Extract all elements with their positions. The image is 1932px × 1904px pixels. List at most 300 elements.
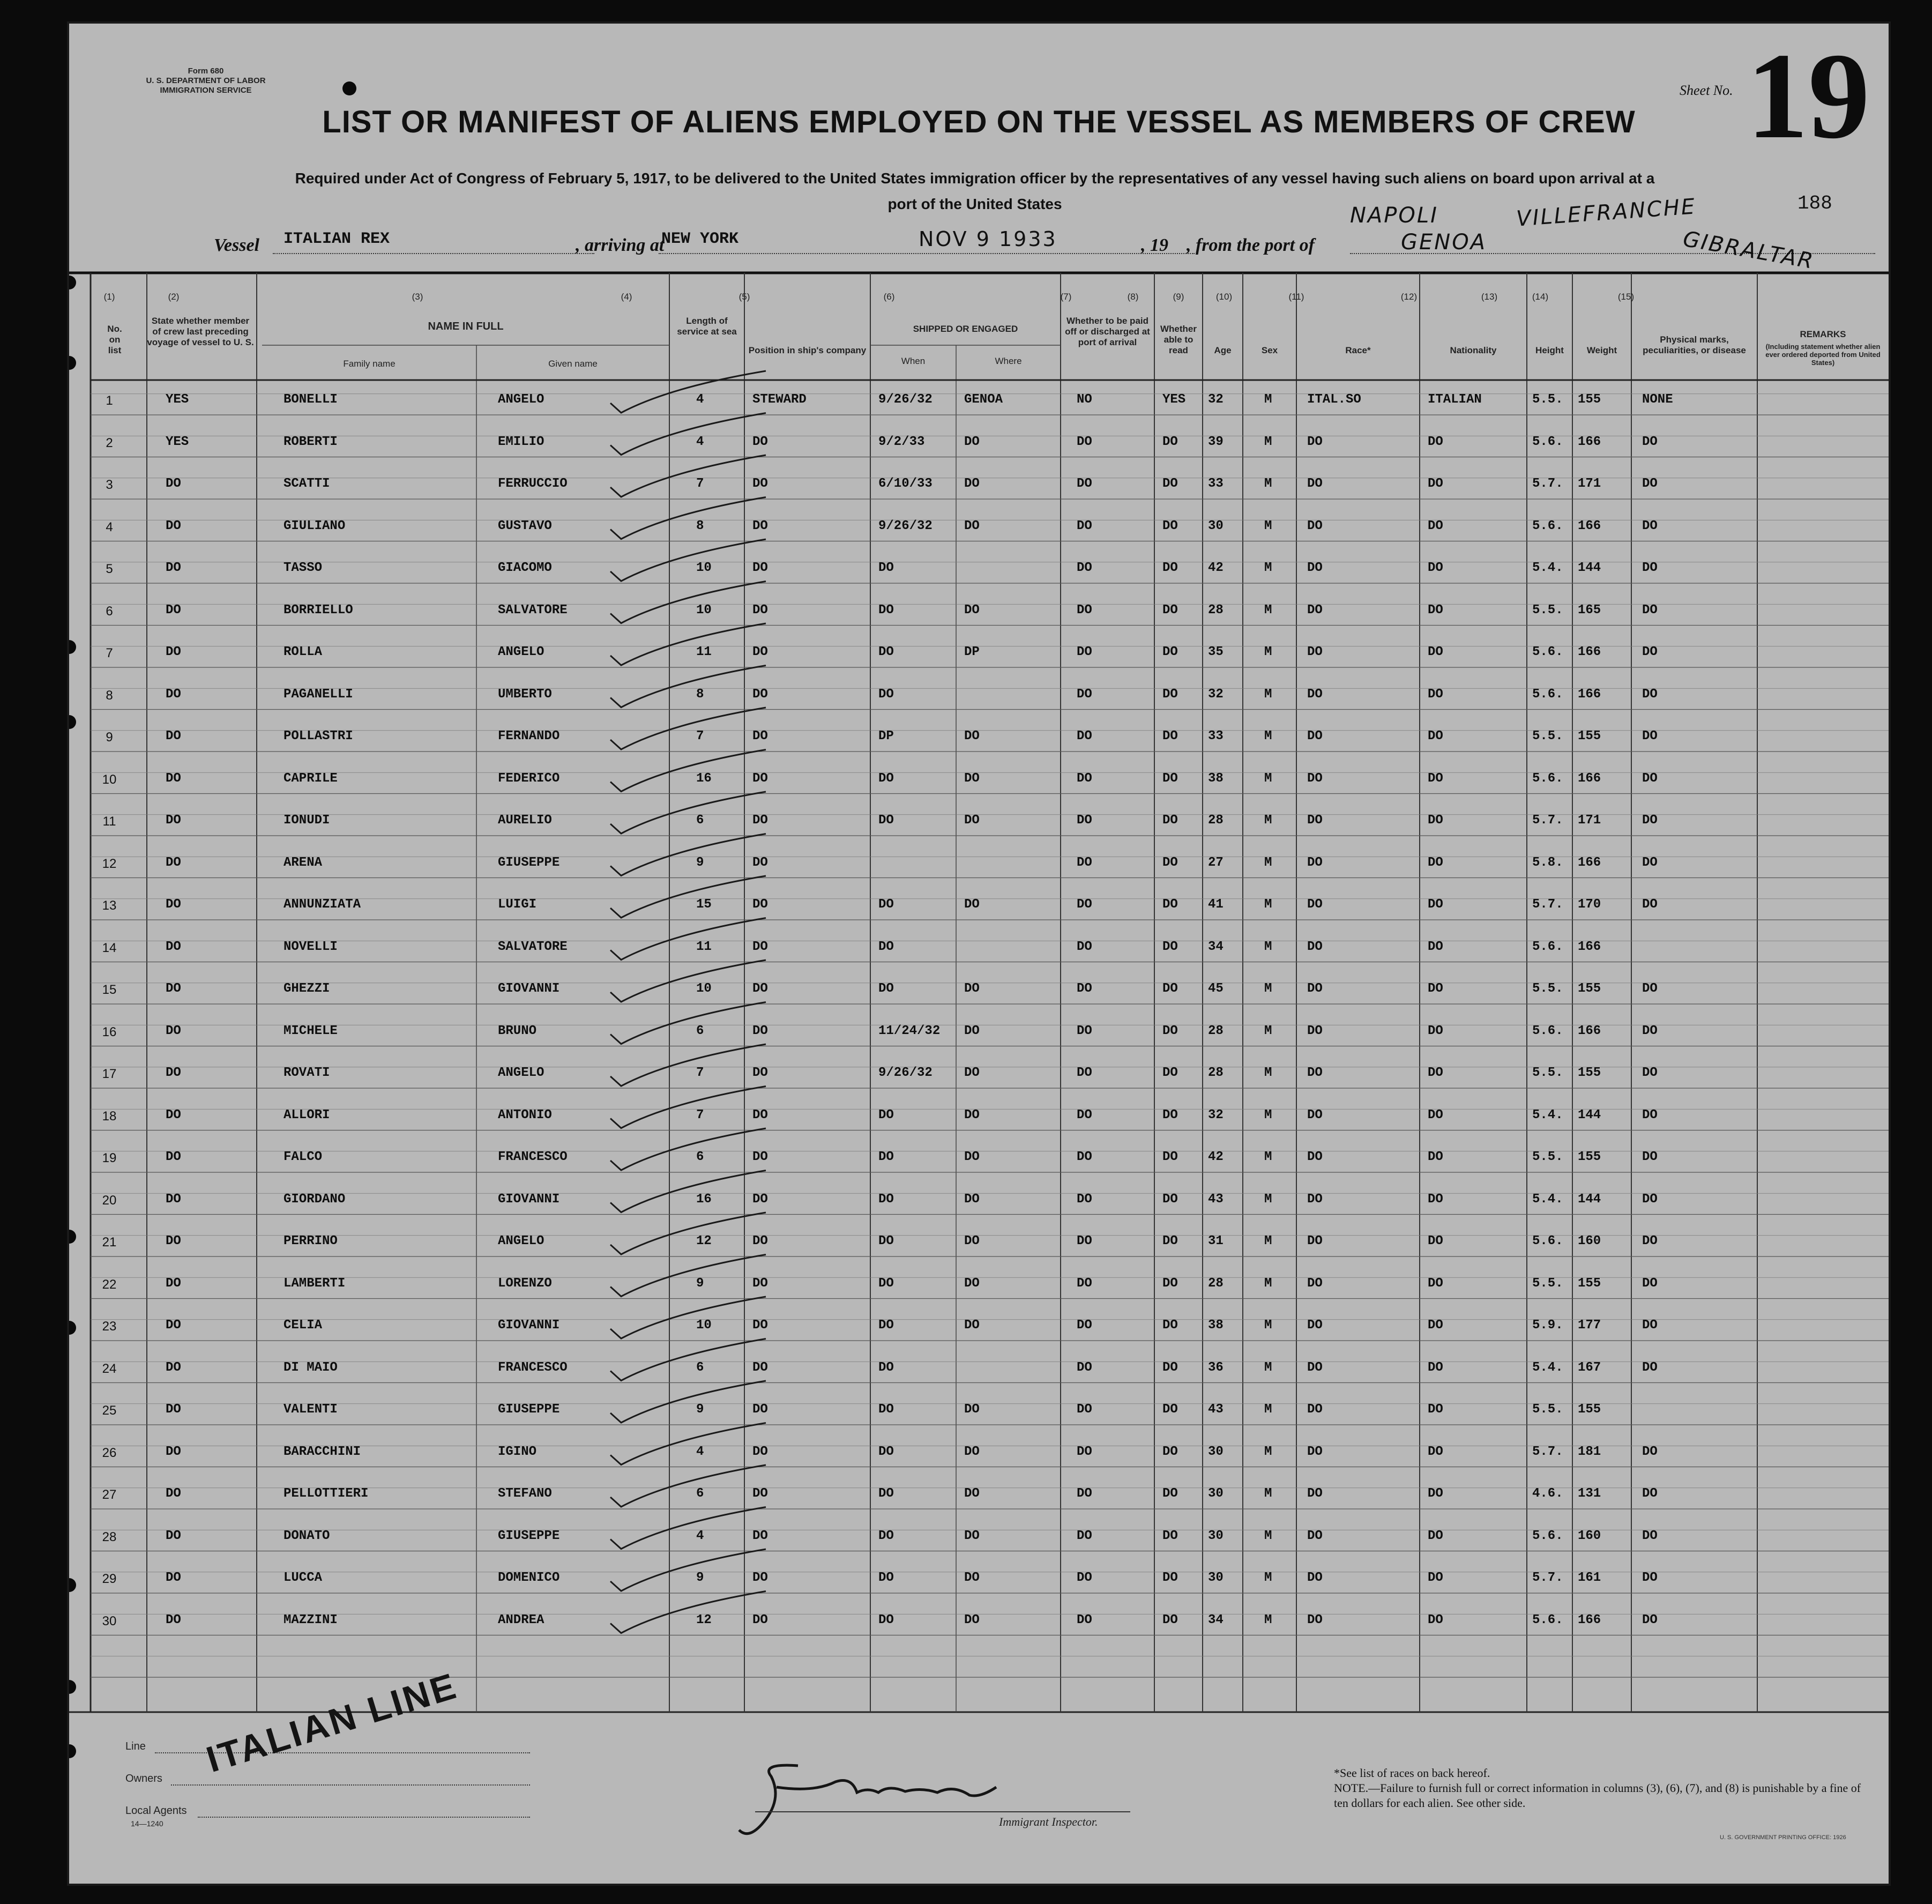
cell-prev-voyage: DO: [166, 477, 181, 491]
cell-able-to-read: DO: [1162, 897, 1178, 912]
cell-prev-voyage: DO: [166, 645, 181, 659]
italian-line-stamp: ITALIAN LINE: [202, 1665, 463, 1781]
cell-race: DO: [1307, 1234, 1323, 1248]
cell-shipped-when: DO: [878, 1402, 894, 1417]
cell-age: 32: [1208, 687, 1224, 702]
cell-age: 31: [1208, 1234, 1224, 1248]
subtitle-line-2: port of the United States: [887, 196, 1062, 212]
cell-physical-marks: DO: [1642, 1234, 1658, 1248]
cell-able-to-read: DO: [1162, 687, 1178, 702]
cell-physical-marks: DO: [1642, 855, 1658, 870]
check-mark: [610, 1171, 766, 1213]
cell-paid-off: DO: [1077, 1612, 1092, 1627]
cell-given-name: FRANCESCO: [498, 1360, 568, 1375]
cell-weight: 171: [1578, 477, 1601, 491]
cell-paid-off: DO: [1077, 1444, 1092, 1459]
cell-age: 28: [1208, 603, 1224, 618]
cell-nationality: DO: [1428, 897, 1443, 912]
cell-service-years: 6: [696, 1360, 704, 1375]
cell-paid-off: DO: [1077, 1360, 1092, 1375]
cell-nationality: DO: [1428, 518, 1443, 533]
cell-physical-marks: DO: [1642, 1444, 1658, 1459]
cell-age: 43: [1208, 1192, 1224, 1207]
cell-position: DO: [752, 1276, 768, 1291]
cell-prev-voyage: DO: [166, 981, 181, 996]
cell-sex: M: [1264, 1612, 1272, 1627]
cell-shipped-when: DO: [878, 981, 894, 996]
cell-weight: 166: [1578, 1023, 1601, 1038]
cell-service-years: 16: [696, 1192, 712, 1207]
cell-physical-marks: DO: [1642, 813, 1658, 828]
cell-height: 5.4.: [1532, 1360, 1563, 1375]
cell-service-years: 6: [696, 813, 704, 828]
cell-nationality: DO: [1428, 561, 1443, 575]
cell-given-name: DOMENICO: [498, 1571, 560, 1585]
footnote-races: *See list of races on back hereof.: [1334, 1766, 1490, 1780]
cell-physical-marks: DO: [1642, 729, 1658, 743]
cell-age: 38: [1208, 771, 1224, 786]
cell-age: 42: [1208, 561, 1224, 575]
cell-age: 32: [1208, 1107, 1224, 1122]
cell-height: 5.9.: [1532, 1318, 1563, 1333]
cell-sex: M: [1264, 1571, 1272, 1585]
cell-physical-marks: DO: [1642, 1318, 1658, 1333]
cell-prev-voyage: DO: [166, 855, 181, 870]
cell-shipped-where: DO: [964, 603, 980, 618]
cell-height: 5.6.: [1532, 687, 1563, 702]
cell-position: DO: [752, 1150, 768, 1164]
col-num-14: (14): [1532, 292, 1549, 302]
row-number: 8: [106, 688, 113, 703]
cell-nationality: DO: [1428, 1150, 1443, 1164]
col-num-7: (7): [1060, 292, 1072, 302]
cell-family-name: PELLOTTIERI: [284, 1486, 369, 1501]
cell-able-to-read: DO: [1162, 1612, 1178, 1627]
cell-shipped-when: DO: [878, 939, 894, 954]
cell-height: 5.4.: [1532, 561, 1563, 575]
footer-line-label: Line: [125, 1741, 146, 1752]
cell-prev-voyage: DO: [166, 1571, 181, 1585]
cell-physical-marks: DO: [1642, 603, 1658, 618]
cell-family-name: POLLASTRI: [284, 729, 353, 743]
cell-weight: 177: [1578, 1318, 1601, 1333]
cell-able-to-read: DO: [1162, 1107, 1178, 1122]
cell-sex: M: [1264, 729, 1272, 743]
cell-shipped-where: DO: [964, 1612, 980, 1627]
cell-nationality: DO: [1428, 729, 1443, 743]
col-header-given: Given name: [548, 359, 598, 369]
col-header-shipped: SHIPPED OR ENGAGED: [913, 324, 1018, 334]
cell-family-name: ROBERTI: [284, 434, 338, 449]
row-number: 24: [102, 1361, 117, 1376]
cell-sex: M: [1264, 981, 1272, 996]
footnote-penalty: NOTE.—Failure to furnish full or correct information in columns (3), (6), (7), and (8) is punishable by a fine of ten dollars for each alien. See other side.: [1334, 1781, 1861, 1810]
cell-paid-off: DO: [1077, 1150, 1092, 1164]
check-mark: [610, 582, 766, 623]
row-number: 25: [102, 1403, 117, 1418]
col-header-family: Family name: [343, 359, 396, 369]
cell-position: DO: [752, 1107, 768, 1122]
cell-age: 28: [1208, 813, 1224, 828]
cell-able-to-read: DO: [1162, 1318, 1178, 1333]
cell-nationality: DO: [1428, 1276, 1443, 1291]
cell-sex: M: [1264, 477, 1272, 491]
col-num-2: (2): [168, 292, 180, 302]
cell-paid-off: DO: [1077, 1318, 1092, 1333]
cell-physical-marks: DO: [1642, 1192, 1658, 1207]
cell-paid-off: DO: [1077, 645, 1092, 659]
cell-given-name: ANGELO: [498, 1066, 544, 1080]
row-number: 28: [102, 1529, 117, 1544]
cell-prev-voyage: DO: [166, 1107, 181, 1122]
cell-weight: 155: [1578, 1066, 1601, 1080]
col-header-paid-off: Whether to be paid off or discharged at port of arrival: [1065, 316, 1150, 347]
col-header-age: Age: [1214, 345, 1232, 355]
cell-position: DO: [752, 434, 768, 449]
row-number: 5: [106, 562, 113, 576]
cell-weight: 131: [1578, 1486, 1601, 1501]
cell-service-years: 4: [696, 1528, 704, 1543]
check-mark: [610, 1549, 766, 1591]
vessel-name: ITALIAN REX: [284, 230, 390, 248]
cell-race: DO: [1307, 1066, 1323, 1080]
cell-sex: M: [1264, 1234, 1272, 1248]
check-mark: [610, 666, 766, 708]
cell-prev-voyage: DO: [166, 1318, 181, 1333]
cell-shipped-where: DO: [964, 1150, 980, 1164]
cell-position: DO: [752, 771, 768, 786]
cell-shipped-when: DO: [878, 1444, 894, 1459]
cell-sex: M: [1264, 687, 1272, 702]
cell-service-years: 4: [696, 434, 704, 449]
department-name: U. S. DEPARTMENT OF LABOR: [146, 76, 266, 85]
service-name: IMMIGRATION SERVICE: [160, 86, 252, 95]
cell-shipped-when: DO: [878, 813, 894, 828]
sheet-number-label: Sheet No.: [1680, 83, 1733, 98]
cell-sex: M: [1264, 1360, 1272, 1375]
cell-prev-voyage: DO: [166, 813, 181, 828]
check-mark: [610, 413, 766, 455]
col-header-marks: Physical marks, peculiarities, or disease: [1643, 334, 1746, 355]
cell-able-to-read: DO: [1162, 855, 1178, 870]
cell-age: 38: [1208, 1318, 1224, 1333]
cell-paid-off: DO: [1077, 561, 1092, 575]
arrival-date: NOV 9 1933: [919, 227, 1057, 251]
cell-shipped-where: GENOA: [964, 392, 1003, 407]
col-header-sex: Sex: [1261, 345, 1278, 355]
cell-prev-voyage: DO: [166, 603, 181, 618]
cell-weight: 155: [1578, 1150, 1601, 1164]
cell-shipped-when: DO: [878, 1318, 894, 1333]
row-number: 21: [102, 1235, 117, 1250]
cell-position: STEWARD: [752, 392, 807, 407]
cell-service-years: 11: [696, 939, 712, 954]
footer-owners-label: Owners: [125, 1773, 162, 1784]
check-mark: [610, 918, 766, 960]
cell-shipped-where: DO: [964, 434, 980, 449]
cell-physical-marks: DO: [1642, 1066, 1658, 1080]
col-num-5: (5): [739, 292, 750, 302]
cell-paid-off: DO: [1077, 1402, 1092, 1417]
cell-able-to-read: DO: [1162, 645, 1178, 659]
cell-service-years: 8: [696, 687, 704, 702]
cell-able-to-read: DO: [1162, 434, 1178, 449]
cell-height: 5.6.: [1532, 1023, 1563, 1038]
cell-height: 5.4.: [1532, 1192, 1563, 1207]
row-number: 23: [102, 1319, 117, 1334]
cell-age: 35: [1208, 645, 1224, 659]
check-mark: [610, 539, 766, 581]
cell-given-name: LORENZO: [498, 1276, 552, 1291]
cell-given-name: FRANCESCO: [498, 1150, 568, 1164]
cell-family-name: ARENA: [284, 855, 323, 870]
cell-race: DO: [1307, 518, 1323, 533]
cell-shipped-where: DO: [964, 1107, 980, 1122]
cell-race: DO: [1307, 1276, 1323, 1291]
cell-able-to-read: DO: [1162, 518, 1178, 533]
check-mark: [610, 1381, 766, 1423]
cell-paid-off: DO: [1077, 1107, 1092, 1122]
cell-race: DO: [1307, 897, 1323, 912]
cell-height: 5.6.: [1532, 1612, 1563, 1627]
cell-weight: 161: [1578, 1571, 1601, 1585]
cell-weight: 160: [1578, 1528, 1601, 1543]
cell-height: 5.5.: [1532, 1150, 1563, 1164]
cell-race: DO: [1307, 603, 1323, 618]
cell-prev-voyage: DO: [166, 1150, 181, 1164]
cell-paid-off: DO: [1077, 981, 1092, 996]
cell-nationality: DO: [1428, 813, 1443, 828]
cell-prev-voyage: DO: [166, 1023, 181, 1038]
cell-able-to-read: DO: [1162, 1444, 1178, 1459]
cell-weight: 181: [1578, 1444, 1601, 1459]
cell-age: 43: [1208, 1402, 1224, 1417]
cell-paid-off: DO: [1077, 687, 1092, 702]
cell-race: DO: [1307, 477, 1323, 491]
col-header-height: Height: [1535, 345, 1564, 355]
cell-shipped-when: DO: [878, 1360, 894, 1375]
cell-able-to-read: DO: [1162, 771, 1178, 786]
footer-form-code: 14—1240: [131, 1819, 163, 1828]
cell-paid-off: DO: [1077, 434, 1092, 449]
cell-prev-voyage: DO: [166, 687, 181, 702]
cell-weight: 160: [1578, 1234, 1601, 1248]
inspector-signature: [728, 1755, 1007, 1846]
cell-weight: 144: [1578, 1107, 1601, 1122]
cell-prev-voyage: DO: [166, 1486, 181, 1501]
row-number: 12: [102, 856, 117, 871]
cell-given-name: EMILIO: [498, 434, 544, 449]
row-number: 11: [102, 814, 116, 829]
cell-nationality: DO: [1428, 1234, 1443, 1248]
cell-paid-off: DO: [1077, 1571, 1092, 1585]
cell-able-to-read: DO: [1162, 603, 1178, 618]
cell-physical-marks: DO: [1642, 561, 1658, 575]
cell-family-name: BARACCHINI: [284, 1444, 361, 1459]
cell-weight: 166: [1578, 939, 1601, 954]
cell-service-years: 8: [696, 518, 704, 533]
cell-prev-voyage: DO: [166, 1276, 181, 1291]
cell-service-years: 7: [696, 1107, 704, 1122]
cell-position: DO: [752, 1402, 768, 1417]
col-num-9: (9): [1173, 292, 1184, 302]
cell-physical-marks: DO: [1642, 1276, 1658, 1291]
port-genoa: GENOA: [1401, 230, 1487, 255]
check-mark: [610, 1297, 766, 1338]
cell-race: DO: [1307, 1318, 1323, 1333]
cell-given-name: GIACOMO: [498, 561, 552, 575]
port-gibraltar: GIBRALTAR: [1681, 226, 1817, 274]
cell-race: DO: [1307, 729, 1323, 743]
check-mark: [610, 750, 766, 792]
cell-service-years: 9: [696, 1276, 704, 1291]
cell-age: 27: [1208, 855, 1224, 870]
cell-physical-marks: DO: [1642, 518, 1658, 533]
cell-family-name: GHEZZI: [284, 981, 330, 996]
cell-shipped-when: 9/26/32: [878, 1066, 933, 1080]
arriving-port: NEW YORK: [661, 230, 739, 248]
cell-service-years: 9: [696, 855, 704, 870]
port-napoli: NAPOLI: [1350, 203, 1438, 228]
cell-service-years: 7: [696, 477, 704, 491]
check-mark: [610, 497, 766, 539]
cell-position: DO: [752, 1023, 768, 1038]
cell-able-to-read: DO: [1162, 1571, 1178, 1585]
col-header-remarks: REMARKS: [1800, 329, 1846, 339]
printer-imprint: U. S. GOVERNMENT PRINTING OFFICE: 1926: [1720, 1834, 1846, 1841]
cell-shipped-when: 9/2/33: [878, 434, 925, 449]
cell-shipped-when: 9/26/32: [878, 392, 933, 407]
cell-height: 5.6.: [1532, 1234, 1563, 1248]
cell-position: DO: [752, 981, 768, 996]
row-number: 30: [102, 1613, 117, 1628]
cell-weight: 166: [1578, 855, 1601, 870]
cell-service-years: 10: [696, 603, 712, 618]
cell-age: 30: [1208, 1528, 1224, 1543]
cell-able-to-read: DO: [1162, 477, 1178, 491]
cell-paid-off: DO: [1077, 603, 1092, 618]
cell-family-name: DI MAIO: [284, 1360, 338, 1375]
cell-family-name: BONELLI: [284, 392, 338, 407]
cell-shipped-where: DO: [964, 1276, 980, 1291]
inspector-label: Immigrant Inspector.: [999, 1815, 1098, 1828]
cell-position: DO: [752, 645, 768, 659]
cell-nationality: DO: [1428, 981, 1443, 996]
cell-prev-voyage: DO: [166, 1066, 181, 1080]
cell-family-name: MICHELE: [284, 1023, 338, 1038]
cell-given-name: GIUSEPPE: [498, 1528, 560, 1543]
cell-race: DO: [1307, 434, 1323, 449]
cell-sex: M: [1264, 771, 1272, 786]
cell-weight: 166: [1578, 687, 1601, 702]
cell-age: 34: [1208, 1612, 1224, 1627]
cell-shipped-where: DO: [964, 981, 980, 996]
cell-weight: 155: [1578, 729, 1601, 743]
cell-paid-off: DO: [1077, 1528, 1092, 1543]
cell-shipped-when: 6/10/33: [878, 477, 933, 491]
cell-height: 5.6.: [1532, 939, 1563, 954]
cell-sex: M: [1264, 1023, 1272, 1038]
cell-shipped-when: 11/24/32: [878, 1023, 941, 1038]
cell-sex: M: [1264, 855, 1272, 870]
cell-physical-marks: DO: [1642, 1150, 1658, 1164]
cell-given-name: ANTONIO: [498, 1107, 552, 1122]
vessel-label: Vessel: [214, 235, 259, 255]
cell-prev-voyage: DO: [166, 939, 181, 954]
cell-family-name: PERRINO: [284, 1234, 338, 1248]
cell-position: DO: [752, 687, 768, 702]
cell-nationality: DO: [1428, 939, 1443, 954]
cell-paid-off: NO: [1077, 392, 1092, 407]
cell-nationality: DO: [1428, 1107, 1443, 1122]
cell-paid-off: DO: [1077, 477, 1092, 491]
cell-position: DO: [752, 729, 768, 743]
col-num-15: (15): [1617, 292, 1635, 302]
cell-physical-marks: DO: [1642, 645, 1658, 659]
cell-prev-voyage: DO: [166, 1234, 181, 1248]
cell-shipped-when: DO: [878, 1192, 894, 1207]
cell-nationality: DO: [1428, 1486, 1443, 1501]
cell-height: 5.5.: [1532, 603, 1563, 618]
cell-nationality: DO: [1428, 1066, 1443, 1080]
cell-sex: M: [1264, 1192, 1272, 1207]
row-number: 4: [106, 519, 113, 534]
cell-height: 5.7.: [1532, 1444, 1563, 1459]
cell-service-years: 9: [696, 1402, 704, 1417]
cell-height: 4.6.: [1532, 1486, 1563, 1501]
cell-sex: M: [1264, 813, 1272, 828]
cell-race: DO: [1307, 645, 1323, 659]
cell-shipped-when: DO: [878, 1528, 894, 1543]
cell-able-to-read: DO: [1162, 1528, 1178, 1543]
cell-weight: 166: [1578, 434, 1601, 449]
cell-service-years: 7: [696, 729, 704, 743]
check-mark: [610, 1044, 766, 1086]
cell-family-name: DONATO: [284, 1528, 330, 1543]
cell-race: ITAL.SO: [1307, 392, 1361, 407]
row-number: 14: [102, 940, 117, 955]
check-mark: [610, 1087, 766, 1128]
cell-family-name: NOVELLI: [284, 939, 338, 954]
cell-paid-off: DO: [1077, 1276, 1092, 1291]
cell-given-name: SALVATORE: [498, 603, 568, 618]
row-number: 17: [102, 1067, 117, 1081]
cell-service-years: 10: [696, 561, 712, 575]
col-num-12: (12): [1400, 292, 1418, 302]
cell-family-name: TASSO: [284, 561, 323, 575]
cell-age: 33: [1208, 477, 1224, 491]
cell-service-years: 4: [696, 1444, 704, 1459]
cell-sex: M: [1264, 1107, 1272, 1122]
cell-sex: M: [1264, 1402, 1272, 1417]
cell-age: 42: [1208, 1150, 1224, 1164]
row-number: 7: [106, 646, 113, 660]
row-number: 2: [106, 435, 113, 450]
cell-height: 5.5.: [1532, 1066, 1563, 1080]
cell-height: 5.7.: [1532, 897, 1563, 912]
cell-shipped-where: DO: [964, 1402, 980, 1417]
cell-nationality: DO: [1428, 1318, 1443, 1333]
cell-service-years: 6: [696, 1150, 704, 1164]
cell-shipped-where: DO: [964, 771, 980, 786]
cell-shipped-where: DO: [964, 1234, 980, 1248]
cell-race: DO: [1307, 1571, 1323, 1585]
cell-service-years: 15: [696, 897, 712, 912]
row-number: 9: [106, 730, 113, 745]
cell-physical-marks: DO: [1642, 1023, 1658, 1038]
cell-race: DO: [1307, 981, 1323, 996]
row-number: 6: [106, 604, 113, 619]
